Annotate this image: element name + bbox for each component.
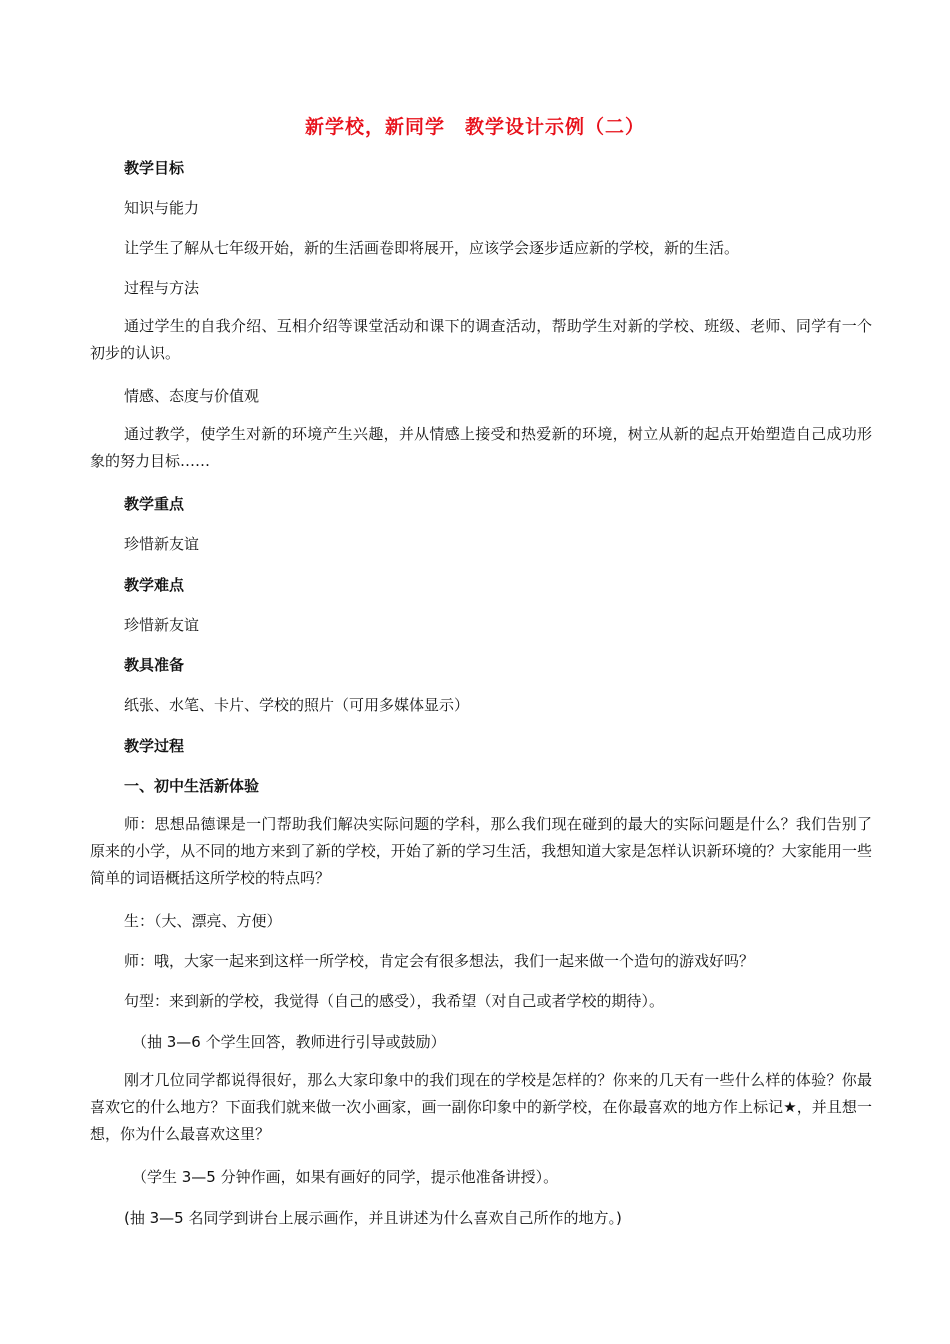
knowledge-heading: 知识与能力 bbox=[124, 199, 200, 217]
teacher-question-3: 刚才几位同学都说得很好，那么大家印象中的我们现在的学校是怎样的？你来的几天有一些什么样的体验？你最喜欢它的什么地方？下面我们就来做一次小画家，画一副你印象中的新学校，在你最喜欢的地方作上标记★，并且想一想，你为什么最喜欢这里？ bbox=[90, 1071, 872, 1143]
note-3: (抽 3—5 名同学到讲台上展示画作，并且讲述为什么喜欢自己所作的地方。) bbox=[124, 1209, 622, 1227]
sentence-pattern: 句型：来到新的学校，我觉得（自己的感受），我希望（对自己或者学校的期待）。 bbox=[124, 992, 665, 1010]
student-answer: 生：（大、漂亮、方便） bbox=[124, 912, 282, 930]
knowledge-text: 让学生了解从七年级开始，新的生活画卷即将展开，应该学会逐步适应新的学校，新的生活。 bbox=[124, 239, 740, 257]
tools-heading: 教具准备 bbox=[124, 656, 185, 674]
emotion-text: 通过教学，使学生对新的环境产生兴趣，并从情感上接受和热爱新的环境，树立从新的起点开始塑造自己成功形象的努力目标…… bbox=[90, 425, 872, 470]
goals-heading: 教学目标 bbox=[124, 159, 185, 177]
tools-text: 纸张、水笔、卡片、学校的照片（可用多媒体显示） bbox=[124, 696, 470, 714]
emotion-heading: 情感、态度与价值观 bbox=[124, 387, 260, 405]
difficult-heading: 教学难点 bbox=[124, 576, 185, 594]
difficult-text: 珍惜新友谊 bbox=[124, 616, 200, 634]
key-text: 珍惜新友谊 bbox=[124, 535, 200, 553]
teacher-question-2: 师：哦，大家一起来到这样一所学校，肯定会有很多想法，我们一起来做一个造句的游戏好吗？ bbox=[124, 952, 755, 970]
procedure-heading: 教学过程 bbox=[124, 737, 185, 755]
process-heading: 过程与方法 bbox=[124, 279, 200, 297]
process-text: 通过学生的自我介绍、互相介绍等课堂活动和课下的调查活动，帮助学生对新的学校、班级、老师、同学有一个初步的认识。 bbox=[90, 317, 872, 362]
document-title: 新学校，新同学 教学设计示例（二） bbox=[304, 116, 645, 138]
teacher-question-1: 师：思想品德课是一门帮助我们解决实际问题的学科，那么我们现在碰到的最大的实际问题是什么？我们告别了原来的小学，从不同的地方来到了新的学校，开始了新的学习生活，我想知道大家是怎样认识新环境的？大家能用一些简单的词语概括这所学校的特点吗？ bbox=[90, 815, 872, 887]
note-2: （学生 3—5 分钟作画，如果有画好的同学，提示他准备讲授）。 bbox=[132, 1168, 559, 1186]
part1-heading: 一、初中生活新体验 bbox=[124, 777, 260, 795]
key-heading: 教学重点 bbox=[124, 495, 185, 513]
note-1: （抽 3—6 个学生回答，教师进行引导或鼓励） bbox=[132, 1033, 446, 1051]
